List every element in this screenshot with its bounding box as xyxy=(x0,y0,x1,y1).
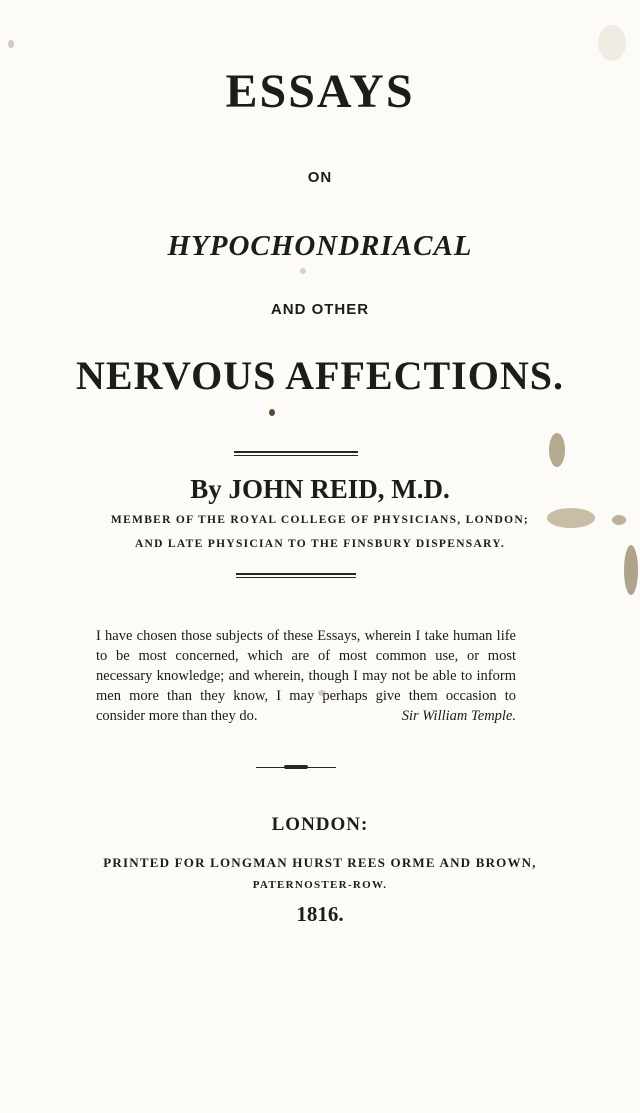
stain-mark xyxy=(549,433,565,467)
rule-ornament-center xyxy=(284,765,308,769)
author-line xyxy=(0,474,640,505)
stain-mark xyxy=(598,25,626,61)
subject-main: NERVOUS AFFECTIONS. xyxy=(76,353,564,398)
author-credentials-2: AND LATE PHYSICIAN TO THE FINSBURY DISPENSARY. xyxy=(134,538,506,550)
imprint-printer: PRINTED FOR LONGMAN HURST REES ORME AND BROWN, xyxy=(103,855,537,870)
title-connector-on: ON xyxy=(307,169,333,186)
rule-upper-thin xyxy=(234,455,358,456)
stain-mark xyxy=(612,515,626,525)
author-credentials-1: MEMBER OF THE ROYAL COLLEGE OF PHYSICIANS, LONDON; xyxy=(110,514,530,526)
imprint-address: PATERNOSTER-ROW. xyxy=(252,879,388,891)
ornament-dot xyxy=(269,409,275,416)
stain-mark xyxy=(318,690,326,696)
imprint-place: LONDON: xyxy=(271,814,369,835)
subject-italic: HYPOCHONDRIACAL xyxy=(167,230,473,262)
stain-mark xyxy=(8,40,14,48)
title-connector-and-other: AND OTHER xyxy=(270,301,370,318)
rule-lower-thin xyxy=(236,577,356,578)
imprint-year: 1816. xyxy=(296,902,344,926)
author-name: JOHN REID, M.D. xyxy=(228,474,450,504)
epigraph xyxy=(96,626,516,726)
stain-mark xyxy=(547,508,595,528)
epigraph-attribution: Sir William Temple. xyxy=(401,708,516,724)
author-by: By xyxy=(190,474,222,504)
book-title: ESSAYS xyxy=(225,65,415,118)
rule-upper-thick xyxy=(234,451,358,453)
stain-mark xyxy=(300,268,306,274)
epigraph-text: I have chosen those subjects of these Essays, wherein I take human life to be most concerned, which are of most common use, or most necessary knowledge; and wherein, though I may not be able to inform men more than they know, I may perhaps give them occasion to consider more than they do. xyxy=(96,628,516,724)
rule-lower-thick xyxy=(236,573,356,575)
stain-mark xyxy=(624,545,638,595)
